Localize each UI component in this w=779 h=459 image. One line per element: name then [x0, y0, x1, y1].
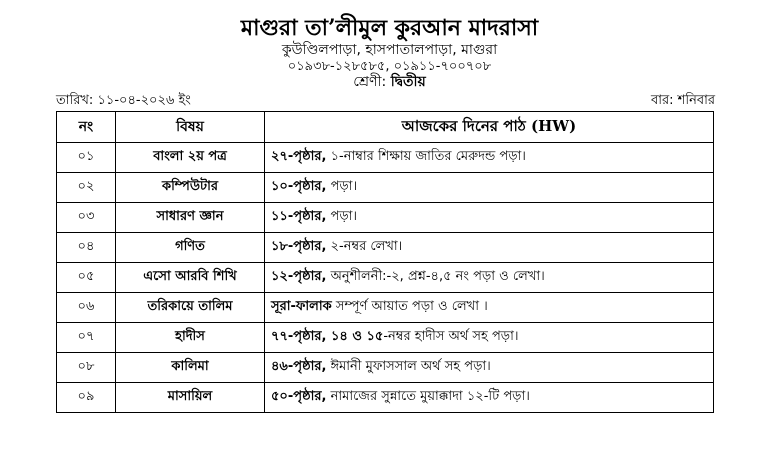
- lesson-rest: সম্পূর্ণ আয়াত পড়া ও লেখা ।: [331, 299, 488, 314]
- table-row: [57, 233, 714, 263]
- lesson-rest: -নম্বর হাদীস অর্থ সহ পড়া।: [383, 329, 519, 344]
- row-subject: হাদীস: [116, 323, 265, 353]
- row-subject: তরিকায়ে তালিম: [116, 293, 265, 323]
- document-header: [0, 14, 779, 91]
- header-subject: বিষয়: [116, 112, 265, 143]
- row-subject: সাধারণ জ্ঞান: [116, 203, 265, 233]
- lesson-bold: সূরা-ফালাক: [271, 299, 332, 314]
- table-header-row: [57, 112, 714, 143]
- lesson-bold: ১২-পৃষ্ঠার,: [271, 269, 327, 284]
- madrasa-phones: ০১৯৩৮-১২৮৫৮৫, ০১৯১১-৭০০৭০৮: [287, 59, 492, 74]
- row-subject: মাসায়িল: [116, 383, 265, 413]
- header-number: নং: [57, 112, 116, 143]
- row-lesson: [265, 293, 714, 323]
- class-value: দ্বিতীয়: [390, 74, 426, 90]
- row-lesson: [265, 143, 714, 173]
- table-row: [57, 383, 714, 413]
- row-number: ০৮: [57, 353, 116, 383]
- lesson-rest: পড়া।: [326, 209, 358, 224]
- row-number: ০৯: [57, 383, 116, 413]
- table-row: [57, 143, 714, 173]
- row-number: ০৩: [57, 203, 116, 233]
- lesson-rest: নামাজের সুন্নাতে মুয়াক্কাদা ১২-টি পড়া।: [326, 389, 530, 404]
- lesson-bold: ৫০-পৃষ্ঠার,: [271, 389, 327, 404]
- table-row: [57, 323, 714, 353]
- row-number: ০২: [57, 173, 116, 203]
- table-body: [57, 143, 714, 413]
- row-subject: কালিমা: [116, 353, 265, 383]
- row-lesson: [265, 203, 714, 233]
- lesson-bold: ২৭-পৃষ্ঠার,: [271, 149, 327, 164]
- lesson-bold: ১১-পৃষ্ঠার,: [271, 209, 327, 224]
- class-line: [0, 74, 779, 91]
- class-label: শ্রেণী:: [353, 74, 387, 90]
- row-subject: এসো আরবি শিখি: [116, 263, 265, 293]
- homework-table: [56, 111, 714, 413]
- row-lesson: [265, 323, 714, 353]
- row-number: ০৬: [57, 293, 116, 323]
- table-row: [57, 353, 714, 383]
- lesson-bold: ১৮-পৃষ্ঠার,: [271, 239, 327, 254]
- date-text: তারিখ: ১১-০৪-২০২৬ ইং: [56, 93, 191, 108]
- row-lesson: [265, 263, 714, 293]
- lesson-bold: ১০-পৃষ্ঠার,: [271, 179, 327, 194]
- row-subject: বাংলা ২য় পত্র: [116, 143, 265, 173]
- header-lesson: আজকের দিনের পাঠ (HW): [265, 112, 714, 143]
- row-number: ০৫: [57, 263, 116, 293]
- madrasa-title: মাগুরা তা’লীমুল কুরআন মাদরাসা: [240, 15, 539, 41]
- lesson-rest: ২-নম্বর লেখা।: [326, 239, 403, 254]
- madrasa-address: কুউণ্ডিলপাড়া, হাসপাতালপাড়া, মাগুরা: [281, 42, 498, 58]
- row-number: ০১: [57, 143, 116, 173]
- row-lesson: [265, 173, 714, 203]
- row-lesson: [265, 353, 714, 383]
- row-lesson: [265, 233, 714, 263]
- table-row: [57, 263, 714, 293]
- row-subject: গণিত: [116, 233, 265, 263]
- lesson-rest: অনুশীলনী:-২, প্রশ্ন-৪,৫ নং পড়া ও লেখা।: [326, 269, 545, 284]
- lesson-rest: পড়া।: [326, 179, 358, 194]
- row-number: ০৭: [57, 323, 116, 353]
- row-lesson: [265, 383, 714, 413]
- table-row: [57, 173, 714, 203]
- lesson-rest: ১-নাম্বার শিক্ষায় জাতির মেরুদন্ড পড়া।: [326, 149, 526, 164]
- row-number: ০৪: [57, 233, 116, 263]
- lesson-bold: ৪৬-পৃষ্ঠার,: [271, 359, 327, 374]
- lesson-bold: ৭৭-পৃষ্ঠার, ১৪ ও ১৫: [271, 329, 384, 344]
- day-text: বার: শনিবার: [651, 93, 715, 108]
- row-subject: কম্পিউটার: [116, 173, 265, 203]
- table-row: [57, 203, 714, 233]
- lesson-rest: ঈমানী মুফাসসাল অর্থ সহ পড়া।: [326, 359, 491, 374]
- table-row: [57, 293, 714, 323]
